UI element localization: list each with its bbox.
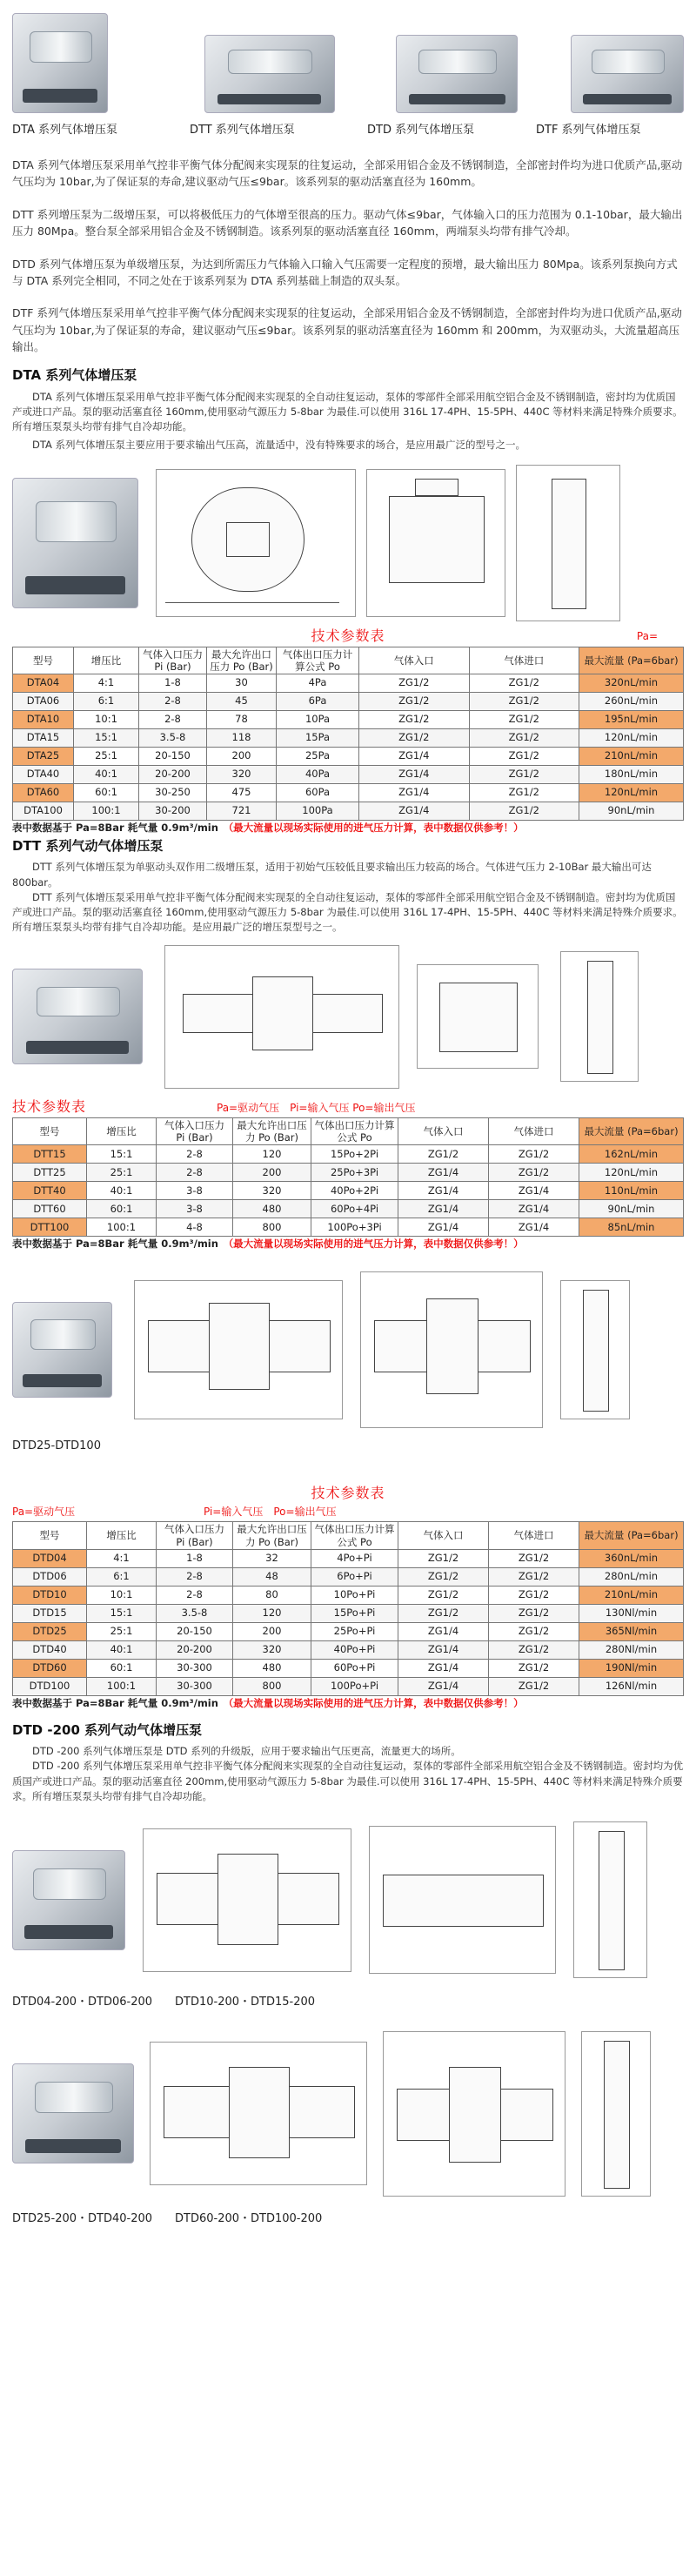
cell-inlet-pressure: 20-200 (139, 766, 207, 784)
cell-ratio: 100:1 (74, 802, 139, 821)
cell-formula: 10Po+Pi (311, 1587, 398, 1605)
intro-paragraph: DTD 系列气体增压泵为单级增压泵，为达到所需压力气体输入口输入气压需要一定程度的预增，最大输出压力 80Mpa。该系列泵换向方式与 DTA 系列完全相同，不同之处在于该系列泵为 DTA 系列基础上制造的双头泵。 (12, 257, 678, 287)
table-row (13, 748, 684, 766)
cell-max-outlet: 118 (207, 729, 277, 748)
cell-max-outlet: 800 (233, 1218, 311, 1237)
dtd-figure-row (12, 1265, 684, 1434)
cell-inlet-pressure: 2-8 (157, 1587, 233, 1605)
dtd200-heading: DTD -200 系列气动气体增压泵 (12, 1721, 203, 1738)
cell-inlet-pressure: 30-300 (157, 1678, 233, 1696)
cell-gas-inlet: ZG1/4 (359, 766, 470, 784)
cell-gas-in: ZG1/4 (489, 1218, 579, 1237)
cell-gas-inlet: ZG1/4 (398, 1660, 489, 1678)
cell-max-flow: 190Nl/min (579, 1660, 684, 1678)
cell-inlet-pressure: 30-300 (157, 1660, 233, 1678)
cell-max-outlet: 800 (233, 1678, 311, 1696)
dtd-drawing-front (134, 1280, 343, 1419)
col-gas-inlet: 气体入口 (398, 1522, 489, 1550)
cell-gas-inlet: ZG1/2 (398, 1587, 489, 1605)
cell-model: DTA100 (13, 802, 74, 821)
dtd200-summary: DTD -200 系列气体增压泵是 DTD 系列的升级版，应用于要求输出气压更高，流量更大的场所。 (32, 1745, 461, 1758)
cell-formula: 25Po+3Pi (311, 1164, 398, 1182)
col-formula: 气体出口压力计算公式 Po (311, 1117, 398, 1145)
dtd-table-title: 技术参数表 (311, 1485, 385, 1502)
cell-gas-in: ZG1/2 (469, 711, 579, 729)
dtd200-drawing-front-a (143, 1828, 351, 1972)
cell-ratio: 60:1 (74, 784, 139, 802)
cell-max-flow: 365Nl/min (579, 1623, 684, 1641)
cell-inlet-pressure: 4-8 (157, 1218, 233, 1237)
dtd-caption: DTD25-DTD100 (12, 1439, 101, 1453)
cell-ratio: 10:1 (87, 1587, 157, 1605)
cell-max-outlet: 200 (233, 1164, 311, 1182)
dtt-spec-table (12, 1117, 684, 1238)
dta-photo (12, 13, 108, 113)
dtd200-product-photo-b (12, 2063, 134, 2163)
cell-max-flow: 360nL/min (579, 1550, 684, 1568)
cell-max-outlet: 120 (233, 1605, 311, 1623)
cell-max-flow: 260nL/min (579, 693, 684, 711)
cell-gas-in: ZG1/2 (489, 1145, 579, 1164)
col-max-outlet: 最大允许出口压力 Po (Bar) (233, 1117, 311, 1145)
table-row (13, 1218, 684, 1237)
table-row (13, 1605, 684, 1623)
cell-gas-inlet: ZG1/4 (359, 784, 470, 802)
intro-paragraph: DTA 系列气体增压泵采用单气控非平衡气体分配阀来实现泵的往复运动，全部采用铝合金及不锈钢制造，全部密封件均为进口优质产品,驱动气压均为 10bar,为了保证泵的寿命,建议驱动气压≤9bar。该系列泵的驱动活塞直径为 160mm。 (12, 158, 683, 189)
cell-ratio: 25:1 (87, 1623, 157, 1641)
cell-gas-inlet: ZG1/4 (398, 1164, 489, 1182)
cell-gas-inlet: ZG1/4 (398, 1218, 489, 1237)
dta-spec-table (12, 647, 684, 822)
cell-max-flow: 120nL/min (579, 1164, 684, 1182)
cell-gas-in: ZG1/2 (489, 1550, 579, 1568)
cell-inlet-pressure: 2-8 (157, 1164, 233, 1182)
dtt-product-photo (12, 969, 143, 1064)
cell-formula: 60Pa (277, 784, 359, 802)
cell-gas-in: ZG1/2 (469, 693, 579, 711)
dtd200-drawing-mount-a (573, 1821, 647, 1978)
col-inlet-pressure: 气体入口压力 Pi (Bar) (139, 647, 207, 674)
cell-ratio: 100:1 (87, 1678, 157, 1696)
cell-max-outlet: 200 (233, 1623, 311, 1641)
cell-model: DTD06 (13, 1568, 87, 1587)
cell-ratio: 4:1 (74, 674, 139, 693)
cell-gas-inlet: ZG1/2 (359, 693, 470, 711)
dtd200-figure-row-b (12, 2020, 684, 2207)
caption-dtt: DTT 系列气体增压泵 (190, 123, 295, 137)
note-disclaimer: （最大流量以现场实际使用的进气压力计算，表中数据仅供参考！） (228, 1238, 524, 1251)
col-max-flow: 最大流量 (Pa=6bar) (579, 647, 684, 674)
cell-gas-inlet: ZG1/2 (359, 674, 470, 693)
col-max-outlet: 最大允许出口压力 Po (Bar) (207, 647, 277, 674)
dtt-description: DTT 系列气体增压泵为单驱动头双作用二级增压泵，适用于初始气压较低且要求输出压力较高的场合。气体进气压力 2-10Bar 最大输出可达 800bar。 (12, 861, 652, 889)
note-basis: 表中数据基于 Pa=8Bar 耗气量 0.9m³/min (12, 1238, 218, 1251)
cell-gas-in: ZG1/2 (489, 1605, 579, 1623)
cell-inlet-pressure: 3-8 (157, 1182, 233, 1200)
dta-figure-row (12, 460, 684, 626)
cell-formula: 100Po+Pi (311, 1678, 398, 1696)
cell-formula: 15Po+Pi (311, 1605, 398, 1623)
cell-model: DTT40 (13, 1182, 87, 1200)
dta-drawing-side (366, 469, 505, 617)
product-caption-row (12, 120, 684, 139)
table-row (13, 1568, 684, 1587)
col-max-flow: 最大流量 (Pa=6bar) (579, 1522, 684, 1550)
col-formula: 气体出口压力计算公式 Po (277, 647, 359, 674)
cell-max-flow: 210nL/min (579, 748, 684, 766)
col-ratio: 增压比 (74, 647, 139, 674)
cell-model: DTA60 (13, 784, 74, 802)
dta-table-note (12, 821, 684, 836)
cell-inlet-pressure: 2-8 (139, 693, 207, 711)
cell-max-flow: 90nL/min (579, 802, 684, 821)
caption-dtd: DTD 系列气体增压泵 (367, 123, 475, 137)
table-row (13, 1182, 684, 1200)
cell-model: DTD15 (13, 1605, 87, 1623)
cell-formula: 15Pa (277, 729, 359, 748)
cell-formula: 40Pa (277, 766, 359, 784)
cell-ratio: 15:1 (74, 729, 139, 748)
caption-dta: DTA 系列气体增压泵 (12, 123, 117, 137)
dtt-heading: DTT 系列气动气体增压泵 (12, 838, 164, 855)
dtd200-caption-b: DTD25-200・DTD40-200 DTD60-200・DTD100-200 (12, 2212, 323, 2226)
cell-max-outlet: 45 (207, 693, 277, 711)
cell-gas-inlet: ZG1/4 (398, 1182, 489, 1200)
cell-inlet-pressure: 30-250 (139, 784, 207, 802)
col-ratio: 增压比 (87, 1117, 157, 1145)
table-row (13, 1200, 684, 1218)
cell-ratio: 4:1 (87, 1550, 157, 1568)
dtt-description-detail: DTT 系列气体增压泵采用单气控非平衡气体分配阀来实现泵的全自动往复运动，泵体的零部件全部采用航空铝合金及不锈钢制造。密封均为优质国产或进口产品。泵的驱动活塞直径 160mm,使用驱动气源压力 5-8bar 为最佳.可以使用 316L 17-4PH、15-5PH、440C 等材料来满足特殊介质要求。所有增压泵泵头均带有排气自冷却功能。是应用最广泛的增压泵型号之一。 (12, 890, 683, 934)
cell-ratio: 40:1 (74, 766, 139, 784)
intro-paragraph: DTT 系列增压泵为二级增压泵，可以将极低压力的气体增至很高的压力。驱动气体≤9bar，气体输入口的压力范围为 0.1-10bar，最大输出压力 80Mpa。整台泵全部采用铝合金及不锈钢制造。该系列泵的驱动活塞直径 160mm，两端泵头均带有排气冷却。 (12, 207, 683, 238)
cell-max-outlet: 78 (207, 711, 277, 729)
cell-max-flow: 162nL/min (579, 1145, 684, 1164)
cell-max-outlet: 475 (207, 784, 277, 802)
col-gas-inlet: 气体入口 (398, 1117, 489, 1145)
table-row (13, 1164, 684, 1182)
cell-model: DTD100 (13, 1678, 87, 1696)
cell-gas-inlet: ZG1/4 (359, 802, 470, 821)
note-basis: 表中数据基于 Pa=8Bar 耗气量 0.9m³/min (12, 822, 218, 835)
table-row (13, 1660, 684, 1678)
cell-model: DTD04 (13, 1550, 87, 1568)
table-row (13, 693, 684, 711)
cell-max-flow: 130Nl/min (579, 1605, 684, 1623)
dta-pa-note: Pa= (636, 629, 658, 642)
cell-formula: 4Pa (277, 674, 359, 693)
cell-ratio: 60:1 (87, 1660, 157, 1678)
cell-inlet-pressure: 3.5-8 (157, 1605, 233, 1623)
cell-max-outlet: 721 (207, 802, 277, 821)
table-row (13, 766, 684, 784)
cell-inlet-pressure: 3.5-8 (139, 729, 207, 748)
dtd-drawing-side (360, 1271, 543, 1428)
cell-formula: 25Po+Pi (311, 1623, 398, 1641)
dtd-legend-right: Pi=输入气压 Po=输出气压 (204, 1506, 337, 1519)
cell-formula: 6Po+Pi (311, 1568, 398, 1587)
col-max-flow: 最大流量 (Pa=6bar) (579, 1117, 684, 1145)
table-row (13, 711, 684, 729)
dta-heading: DTA 系列气体增压泵 (12, 367, 137, 384)
cell-gas-in: ZG1/2 (489, 1678, 579, 1696)
dta-table-title: 技术参数表 (311, 627, 385, 644)
dtd-drawing-mount (560, 1280, 630, 1419)
cell-gas-in: ZG1/2 (489, 1660, 579, 1678)
table-row (13, 729, 684, 748)
cell-model: DTA15 (13, 729, 74, 748)
col-ratio: 增压比 (87, 1522, 157, 1550)
table-header-row (13, 1117, 684, 1145)
table-header-row (13, 647, 684, 674)
cell-ratio: 25:1 (74, 748, 139, 766)
dtd200-drawing-side-a (369, 1826, 556, 1974)
cell-inlet-pressure: 20-150 (139, 748, 207, 766)
dtt-drawing-side (417, 964, 539, 1069)
table-row (13, 1587, 684, 1605)
cell-gas-inlet: ZG1/2 (359, 711, 470, 729)
cell-max-flow: 110nL/min (579, 1182, 684, 1200)
cell-gas-in: ZG1/2 (489, 1164, 579, 1182)
cell-formula: 15Po+2Pi (311, 1145, 398, 1164)
dtt-drawing-front (164, 945, 399, 1089)
cell-max-outlet: 480 (233, 1200, 311, 1218)
cell-gas-in: ZG1/2 (469, 802, 579, 821)
dtd-spec-table (12, 1521, 684, 1696)
cell-gas-in: ZG1/4 (489, 1200, 579, 1218)
cell-max-outlet: 320 (207, 766, 277, 784)
dtd-legend-left: Pa=驱动气压 (12, 1506, 76, 1519)
cell-inlet-pressure: 1-8 (157, 1550, 233, 1568)
cell-formula: 60Po+Pi (311, 1660, 398, 1678)
cell-max-outlet: 320 (233, 1641, 311, 1660)
cell-formula: 6Pa (277, 693, 359, 711)
cell-ratio: 15:1 (87, 1145, 157, 1164)
col-model: 型号 (13, 1117, 87, 1145)
cell-model: DTA40 (13, 766, 74, 784)
cell-gas-inlet: ZG1/4 (398, 1641, 489, 1660)
cell-ratio: 6:1 (74, 693, 139, 711)
cell-model: DTD10 (13, 1587, 87, 1605)
table-row (13, 1550, 684, 1568)
caption-dtf: DTF 系列气体增压泵 (536, 123, 641, 137)
col-gas-in: 气体进口 (489, 1117, 579, 1145)
dta-product-photo (12, 478, 138, 608)
cell-gas-in: ZG1/2 (469, 748, 579, 766)
cell-max-flow: 126Nl/min (579, 1678, 684, 1696)
cell-model: DTT60 (13, 1200, 87, 1218)
col-gas-in: 气体进口 (469, 647, 579, 674)
cell-gas-in: ZG1/2 (489, 1641, 579, 1660)
cell-inlet-pressure: 1-8 (139, 674, 207, 693)
cell-model: DTA25 (13, 748, 74, 766)
table-row (13, 674, 684, 693)
cell-max-flow: 195nL/min (579, 711, 684, 729)
cell-max-flow: 180nL/min (579, 766, 684, 784)
table-row (13, 1623, 684, 1641)
cell-max-outlet: 30 (207, 674, 277, 693)
dtt-table-title: 技术参数表 (12, 1097, 87, 1115)
cell-gas-in: ZG1/2 (489, 1623, 579, 1641)
cell-max-outlet: 80 (233, 1587, 311, 1605)
cell-gas-in: ZG1/2 (469, 674, 579, 693)
dtd-photo (396, 35, 518, 113)
cell-ratio: 60:1 (87, 1200, 157, 1218)
dtt-legend: Pa=驱动气压 Pi=输入气压 Po=输出气压 (217, 1101, 416, 1114)
cell-formula: 100Po+3Pi (311, 1218, 398, 1237)
cell-inlet-pressure: 2-8 (157, 1568, 233, 1587)
dtd200-description: DTD -200 系列气体增压泵采用单气控非平衡气体分配阀来实现泵的全自动往复运动，泵体的零部件全部采用航空铝合金及不锈钢制造。密封均为优质国产或进口产品。泵的驱动活塞直径 200mm,使用驱动气源压力 5-8bar 为最佳.可以使用 316L 17-4PH、15-5PH、440C 等材料来满足特殊介质要求。所有增压泵泵头均带有排气自冷却功能。 (12, 1760, 684, 1802)
cell-gas-inlet: ZG1/4 (359, 748, 470, 766)
cell-max-outlet: 320 (233, 1182, 311, 1200)
cell-max-flow: 85nL/min (579, 1218, 684, 1237)
cell-max-flow: 120nL/min (579, 784, 684, 802)
table-row (13, 784, 684, 802)
cell-formula: 40Po+2Pi (311, 1182, 398, 1200)
cell-model: DTA04 (13, 674, 74, 693)
cell-inlet-pressure: 2-8 (139, 711, 207, 729)
cell-inlet-pressure: 2-8 (157, 1145, 233, 1164)
dta-description: DTA 系列气体增压泵采用单气控非平衡气体分配阀来实现泵的全自动往复运动，泵体的零部件全部采用航空铝合金及不锈钢制造，密封均为优质国产或进口产品。泵的驱动活塞直径 160mm,使用驱动气源压力 5-8bar 为最佳.可以使用 316L 17-4PH、15-5PH、440C 等材料来满足特殊介质要求。所有增压泵泵头均带有排气自冷却功能。 (12, 390, 683, 433)
dtt-table-note (12, 1237, 684, 1252)
dtd200-caption-a: DTD04-200・DTD06-200 DTD10-200・DTD15-200 (12, 1996, 316, 2009)
dtd200-drawing-front-b (150, 2042, 367, 2185)
cell-max-flow: 280nL/min (579, 1568, 684, 1587)
cell-max-outlet: 32 (233, 1550, 311, 1568)
cell-max-flow: 90nL/min (579, 1200, 684, 1218)
cell-ratio: 15:1 (87, 1605, 157, 1623)
note-disclaimer: （最大流量以现场实际使用的进气压力计算，表中数据仅供参考！） (228, 822, 524, 835)
cell-max-flow: 320nL/min (579, 674, 684, 693)
cell-gas-in: ZG1/2 (469, 784, 579, 802)
cell-inlet-pressure: 20-200 (157, 1641, 233, 1660)
cell-gas-inlet: ZG1/4 (398, 1678, 489, 1696)
dta-application: DTA 系列气体增压泵主要应用于要求输出气压高，流量适中，没有特殊要求的场合，是应用最广泛的型号之一。 (32, 439, 526, 452)
cell-ratio: 6:1 (87, 1568, 157, 1587)
table-row (13, 1145, 684, 1164)
cell-ratio: 10:1 (74, 711, 139, 729)
cell-formula: 100Pa (277, 802, 359, 821)
cell-gas-inlet: ZG1/2 (398, 1145, 489, 1164)
cell-inlet-pressure: 3-8 (157, 1200, 233, 1218)
col-max-outlet: 最大允许出口压力 Po (Bar) (233, 1522, 311, 1550)
col-inlet-pressure: 气体入口压力 Pi (Bar) (157, 1522, 233, 1550)
dtt-photo (204, 35, 335, 113)
cell-gas-in: ZG1/2 (469, 766, 579, 784)
col-gas-inlet: 气体入口 (359, 647, 470, 674)
col-model: 型号 (13, 647, 74, 674)
intro-paragraph: DTF 系列气体增压泵采用单气控非平衡气体分配阀来实现泵的往复运动，全部采用铝合金及不锈钢制造，全部密封件均为进口优质产品,驱动气压均为 10bar,为了保证泵的寿命，建议驱动气压≤9bar。该系列泵的驱动活塞直径为 160mm 和 200mm，为双驱动头，大流量超高压输出。 (12, 306, 682, 353)
cell-gas-in: ZG1/2 (489, 1568, 579, 1587)
cell-model: DTA06 (13, 693, 74, 711)
col-gas-in: 气体进口 (489, 1522, 579, 1550)
col-inlet-pressure: 气体入口压力 Pi (Bar) (157, 1117, 233, 1145)
cell-max-flow: 210nL/min (579, 1587, 684, 1605)
col-formula: 气体出口压力计算公式 Po (311, 1522, 398, 1550)
cell-inlet-pressure: 20-150 (157, 1623, 233, 1641)
table-row (13, 1678, 684, 1696)
dta-drawing-mount (516, 465, 620, 621)
cell-ratio: 40:1 (87, 1641, 157, 1660)
note-basis: 表中数据基于 Pa=8Bar 耗气量 0.9m³/min (12, 1697, 218, 1709)
cell-model: DTT100 (13, 1218, 87, 1237)
cell-gas-inlet: ZG1/4 (398, 1200, 489, 1218)
dtd200-drawing-mount-b (581, 2031, 651, 2197)
cell-max-outlet: 48 (233, 1568, 311, 1587)
table-header-row (13, 1522, 684, 1550)
cell-ratio: 100:1 (87, 1218, 157, 1237)
cell-gas-in: ZG1/2 (469, 729, 579, 748)
product-photo-row (12, 0, 684, 113)
cell-gas-in: ZG1/2 (489, 1587, 579, 1605)
cell-formula: 4Po+Pi (311, 1550, 398, 1568)
dtd-table-note (12, 1696, 684, 1712)
cell-formula: 25Pa (277, 748, 359, 766)
cell-max-outlet: 480 (233, 1660, 311, 1678)
cell-model: DTA10 (13, 711, 74, 729)
cell-gas-in: ZG1/4 (489, 1182, 579, 1200)
dtd200-figure-row-a (12, 1813, 684, 1987)
table-row (13, 1641, 684, 1660)
cell-ratio: 25:1 (87, 1164, 157, 1182)
cell-model: DTD40 (13, 1641, 87, 1660)
dtt-figure-row (12, 941, 684, 1093)
cell-model: DTT15 (13, 1145, 87, 1164)
cell-formula: 60Po+4Pi (311, 1200, 398, 1218)
cell-max-flow: 280Nl/min (579, 1641, 684, 1660)
note-disclaimer: （最大流量以现场实际使用的进气压力计算，表中数据仅供参考！） (228, 1697, 524, 1709)
cell-gas-inlet: ZG1/2 (398, 1550, 489, 1568)
cell-ratio: 40:1 (87, 1182, 157, 1200)
col-model: 型号 (13, 1522, 87, 1550)
cell-formula: 10Pa (277, 711, 359, 729)
cell-gas-inlet: ZG1/2 (359, 729, 470, 748)
cell-inlet-pressure: 30-200 (139, 802, 207, 821)
cell-formula: 40Po+Pi (311, 1641, 398, 1660)
dtf-photo (571, 35, 684, 113)
dtd-product-photo (12, 1302, 112, 1398)
dtd200-product-photo-a (12, 1850, 125, 1950)
dtt-drawing-mount (560, 951, 639, 1082)
cell-max-outlet: 200 (207, 748, 277, 766)
cell-model: DTT25 (13, 1164, 87, 1182)
cell-model: DTD25 (13, 1623, 87, 1641)
table-row (13, 802, 684, 821)
cell-max-outlet: 120 (233, 1145, 311, 1164)
dta-drawing-front (156, 469, 356, 617)
dtd200-drawing-side-b (383, 2031, 566, 2197)
cell-gas-inlet: ZG1/2 (398, 1605, 489, 1623)
cell-gas-inlet: ZG1/2 (398, 1568, 489, 1587)
cell-max-flow: 120nL/min (579, 729, 684, 748)
cell-gas-inlet: ZG1/4 (398, 1623, 489, 1641)
cell-model: DTD60 (13, 1660, 87, 1678)
